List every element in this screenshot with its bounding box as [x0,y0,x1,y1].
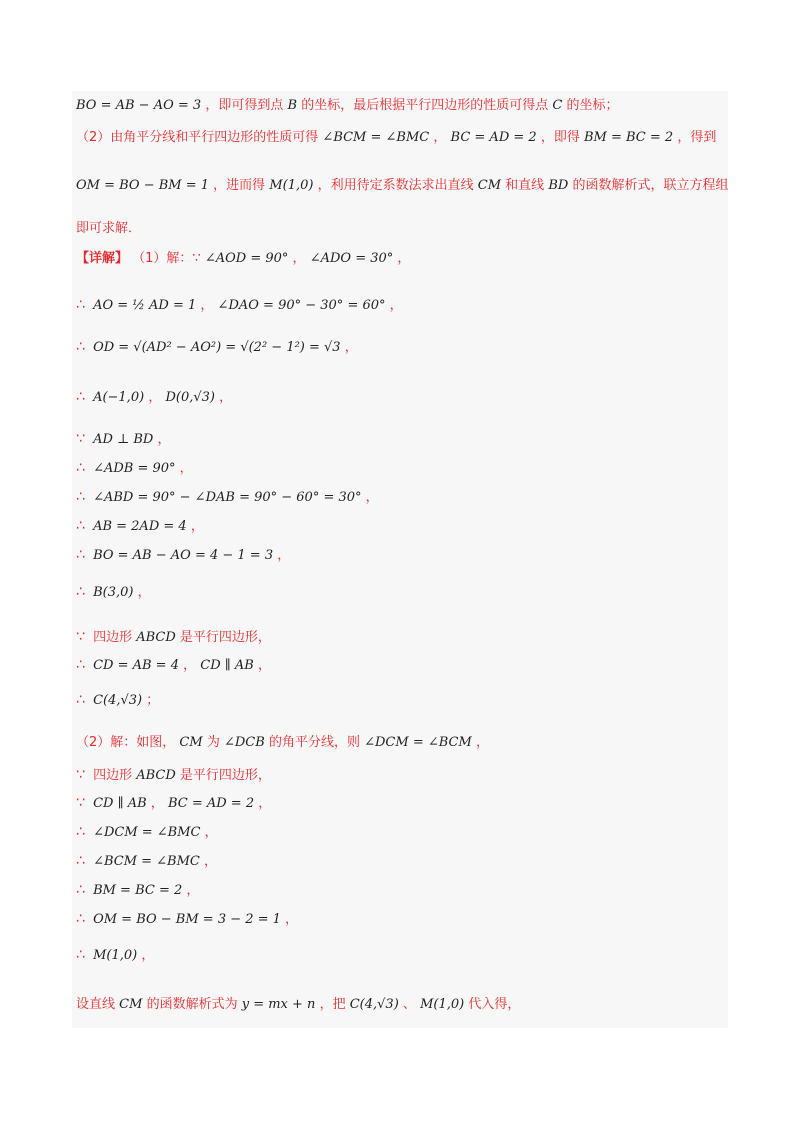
math-expression: ∠BCM = ∠BMC [322,130,430,145]
math-expression: OM = BO − BM = 1 [76,178,210,193]
text-segment: 是平行四边形， [179,630,271,645]
text-segment: ， [258,796,272,811]
solution-line [76,547,290,564]
solution-line [76,629,271,646]
text-segment: ， [344,340,358,355]
text-segment: ，把 [319,997,346,1012]
math-expression: ABCD [136,630,176,645]
math-expression: ∠DCB [223,735,265,750]
therefore-symbol: ∴ [76,489,85,505]
because-symbol: ∵ [76,795,85,811]
solution-line [76,178,728,194]
math-expression: AD ⊥ BD [93,432,154,447]
math-expression: CD = AB = 4 [93,658,179,673]
math-expression: BC = AD = 2 [450,130,537,145]
math-expression: CM [179,735,203,750]
text-segment: ， [190,519,204,534]
text-segment: ， [285,912,299,927]
because-symbol: ∵ [76,767,85,783]
text-segment: （2）解：如图， [76,735,176,750]
text-segment: ， [365,490,379,505]
text-segment: 、 [402,997,416,1012]
math-expression: CD ∥ AB [200,658,254,673]
solution-line [76,389,232,406]
because-symbol: ∵ [76,431,85,447]
math-expression: BO = AB − AO = 4 − 1 = 3 [93,548,274,563]
text-segment: 即可求解． [76,221,142,236]
math-expression: ABCD [136,768,176,783]
text-segment: ， [277,548,291,563]
solution-line [76,692,159,709]
text-segment: ， [141,948,155,963]
therefore-symbol: ∴ [76,882,85,898]
math-expression: OD = √(AD² − AO²) = √(2² − 1²) = √3 [93,340,341,355]
therefore-symbol: ∴ [76,584,85,600]
solution-line [76,657,271,674]
math-expression: A(−1,0) [93,390,145,405]
text-segment: ， [179,461,193,476]
text-segment: 代入得， [468,997,521,1012]
text-segment: 和直线 [505,178,545,193]
math-expression: M(1,0) [93,948,138,963]
therefore-symbol: ∴ [76,460,85,476]
solution-line [76,997,520,1013]
text-segment: ， [186,883,200,898]
solution-line [76,795,271,812]
therefore-symbol: ∴ [76,547,85,563]
solution-line [76,339,358,356]
text-segment: 的函数解析式为 [146,997,238,1012]
solution-line [76,460,193,477]
text-segment: ， [150,796,164,811]
text-segment: 的坐标，最后根据平行四边形的性质可得点 [301,98,549,113]
text-segment: 的函数解析式，联立方程组 [572,178,729,193]
text-segment: ， [397,251,411,266]
therefore-symbol: ∴ [76,339,85,355]
math-expression: BC = AD = 2 [167,796,255,811]
solution-line [76,221,141,237]
therefore-symbol: ∴ [76,692,85,708]
text-segment: ， [204,825,218,840]
text-segment: ， [433,130,447,145]
math-expression: ∠BCM = ∠BMC [93,854,200,869]
text-segment: ， [137,585,151,600]
math-expression: ∠ADB = 90° [93,461,176,476]
math-expression: B(3,0) [93,585,134,600]
math-expression: CD ∥ AB [93,796,147,811]
solution-line [76,735,489,751]
math-expression: ∠AOD = 90° [204,251,289,266]
solution-line [76,518,204,535]
solution-line [76,297,403,314]
math-expression: BD [548,178,569,193]
solution-line [76,767,271,784]
therefore-symbol: ∴ [76,518,85,534]
therefore-symbol: ∴ [76,657,85,673]
therefore-symbol: ∴ [76,297,85,313]
text-segment: ，得到 [677,130,717,145]
text-segment: ， [292,251,306,266]
solution-line [76,584,151,601]
math-expression: OM = BO − BM = 3 − 2 = 1 [93,912,281,927]
text-segment: ， [219,390,233,405]
math-expression: ∠DAO = 90° − 30° = 60° [217,298,386,313]
math-expression: ∠DCM = ∠BCM [364,735,472,750]
text-segment: ， [204,854,218,869]
text-segment: ， [475,735,489,750]
text-segment: ，进而得 [213,178,266,193]
solution-line [76,882,199,899]
text-segment: 的角平分线，则 [268,735,360,750]
text-segment: ， [389,298,403,313]
math-expression: CM [119,997,143,1012]
math-expression: CM [477,178,502,193]
text-segment: 的坐标； [566,98,619,113]
math-expression: ∠ADO = 30° [309,251,394,266]
math-expression: BO = AB − AO = 3 [76,98,202,113]
therefore-symbol: ∴ [76,853,85,869]
text-segment: ，即得 [540,130,580,145]
text-segment: ； [146,693,160,708]
text-segment: （1）解：∵ [132,251,201,266]
math-expression: BM = BC = 2 [93,883,183,898]
text-segment: ， [148,390,162,405]
solution-line [76,947,154,964]
text-segment: ，即可得到点 [205,98,284,113]
text-segment: 四边形 [93,630,133,645]
therefore-symbol: ∴ [76,911,85,927]
math-expression: B [287,98,298,113]
text-segment: ， [200,298,214,313]
math-expression: C(4,√3) [93,693,143,708]
math-expression: M(1,0) [269,178,314,193]
solution-line [76,911,298,928]
text-segment: ， [183,658,197,673]
solution-line [76,251,410,267]
solution-line [76,431,171,448]
text-segment: 为 [206,735,220,750]
math-expression: AB = 2AD = 4 [93,519,187,534]
text-segment: 是平行四边形， [179,768,271,783]
section-label: 【详解】 [76,251,129,266]
math-expression: M(1,0) [420,997,465,1012]
therefore-symbol: ∴ [76,389,85,405]
solution-line [76,853,217,870]
solution-line [76,130,716,146]
text-segment: ， [157,432,171,447]
text-segment: （2）由角平分线和平行四边形的性质可得 [76,130,319,145]
therefore-symbol: ∴ [76,824,85,840]
solution-line [76,489,379,506]
math-expression: D(0,√3) [165,390,215,405]
math-expression: AO = ½ AD = 1 [93,298,197,313]
because-symbol: ∵ [76,629,85,645]
text-segment: 四边形 [93,768,133,783]
math-expression: C [552,98,563,113]
math-expression: ∠ABD = 90° − ∠DAB = 90° − 60° = 30° [93,490,362,505]
text-segment: ， [258,658,272,673]
therefore-symbol: ∴ [76,947,85,963]
math-expression: ∠DCM = ∠BMC [93,825,201,840]
math-expression: BM = BC = 2 [583,130,674,145]
solution-line [76,824,218,841]
text-segment: 设直线 [76,997,116,1012]
math-expression: C(4,√3) [349,997,399,1012]
math-expression: y = mx + n [241,997,316,1012]
solution-line [76,98,618,114]
text-segment: ，利用待定系数法求出直线 [317,178,474,193]
